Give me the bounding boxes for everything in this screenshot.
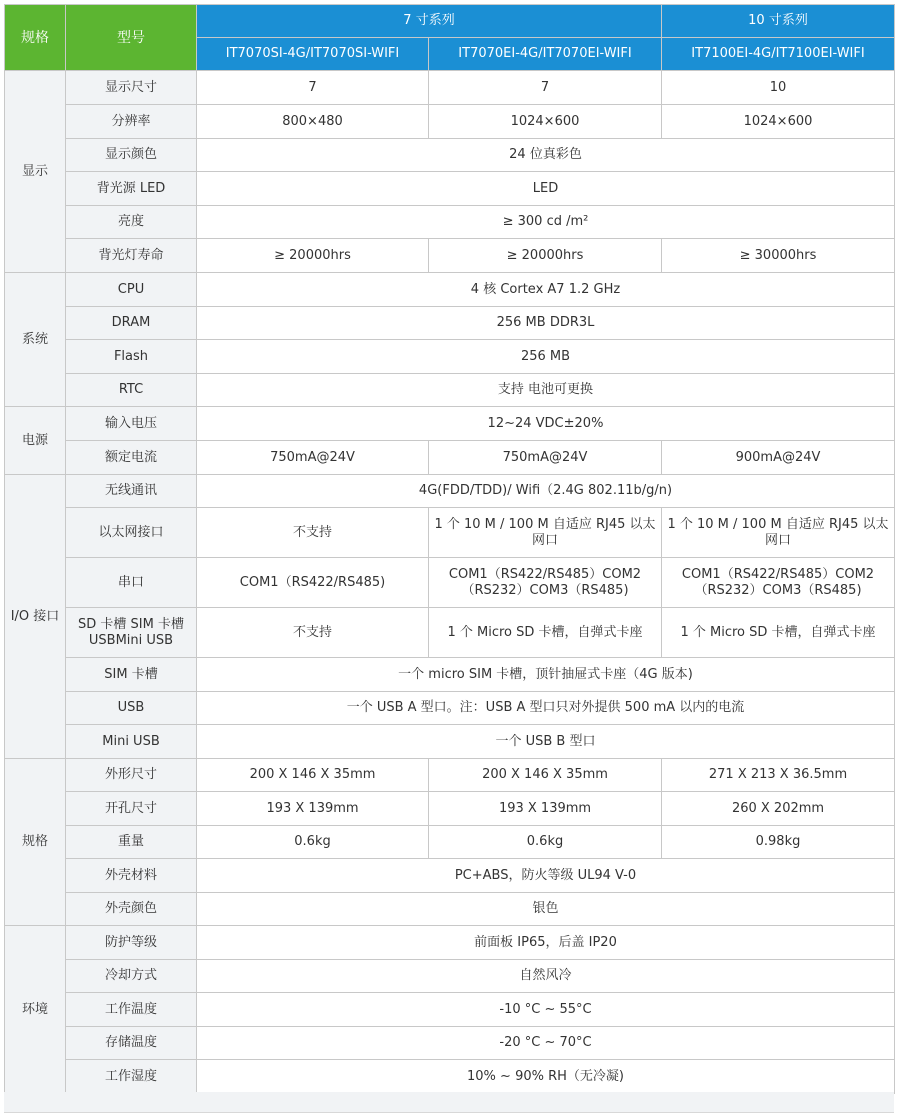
cell-value: 1 个 Micro SD 卡槽，自弹式卡座 xyxy=(429,608,662,658)
spec-table xyxy=(4,4,895,1094)
row-label: 存储温度 xyxy=(66,1027,197,1060)
cell-value: PC+ABS，防火等级 UL94 V-0 xyxy=(197,859,895,893)
cell-value: 193 X 139mm xyxy=(197,792,429,826)
table-row xyxy=(5,893,895,926)
cell-value: 200 X 146 X 35mm xyxy=(429,759,662,792)
row-label: 亮度 xyxy=(66,206,197,239)
row-label: 工作温度 xyxy=(66,993,197,1027)
row-label: 工作湿度 xyxy=(66,1060,197,1094)
row-label: 输入电压 xyxy=(66,407,197,441)
row-label: 外壳颜色 xyxy=(66,893,197,926)
row-label: 防护等级 xyxy=(66,926,197,960)
cell-value: 800×480 xyxy=(197,105,429,139)
table-row xyxy=(5,307,895,340)
table-row xyxy=(5,725,895,759)
row-label: 外形尺寸 xyxy=(66,759,197,792)
row-label: DRAM xyxy=(66,307,197,340)
row-label: 显示尺寸 xyxy=(66,71,197,105)
cell-value: 银色 xyxy=(197,893,895,926)
row-label: SIM 卡槽 xyxy=(66,658,197,692)
cell-value: COM1（RS422/RS485）COM2（RS232）COM3（RS485) xyxy=(662,558,895,608)
cell-value: 750mA@24V xyxy=(197,441,429,475)
header-spec: 规格 xyxy=(5,5,66,71)
row-label: 背光灯寿命 xyxy=(66,239,197,273)
header-model: 型号 xyxy=(66,5,197,71)
cell-value: 10% ~ 90% RH（无冷凝) xyxy=(197,1060,895,1094)
table-row xyxy=(5,374,895,407)
table-row xyxy=(5,1060,895,1094)
cell-value: 一个 USB A 型口。注：USB A 型口只对外提供 500 mA 以内的电流 xyxy=(197,692,895,725)
category-env: 环境 xyxy=(5,926,66,1094)
cell-value: 1024×600 xyxy=(662,105,895,139)
header-series-7: 7 寸系列 xyxy=(197,5,662,38)
cell-value: 支持 电池可更换 xyxy=(197,374,895,407)
cell-value: -20 °C ~ 70°C xyxy=(197,1027,895,1060)
row-label: 显示颜色 xyxy=(66,139,197,172)
cell-value: 0.98kg xyxy=(662,826,895,859)
category-spec: 规格 xyxy=(5,759,66,926)
cell-value: 256 MB xyxy=(197,340,895,374)
cell-value: 193 X 139mm xyxy=(429,792,662,826)
cell-value: 7 xyxy=(197,71,429,105)
table-row xyxy=(5,692,895,725)
header-model-2: IT7070EI-4G/IT7070EI-WIFI xyxy=(429,38,662,71)
table-row xyxy=(5,105,895,139)
cell-value: 271 X 213 X 36.5mm xyxy=(662,759,895,792)
cell-value: COM1（RS422/RS485) xyxy=(197,558,429,608)
row-label: CPU xyxy=(66,273,197,307)
cell-value: COM1（RS422/RS485）COM2（RS232）COM3（RS485) xyxy=(429,558,662,608)
category-power: 电源 xyxy=(5,407,66,475)
cell-value: 900mA@24V xyxy=(662,441,895,475)
table-row xyxy=(5,407,895,441)
row-label: 以太网接口 xyxy=(66,508,197,558)
table-row xyxy=(5,441,895,475)
table-row xyxy=(5,340,895,374)
table-row xyxy=(5,239,895,273)
table-row xyxy=(5,508,895,558)
row-label: RTC xyxy=(66,374,197,407)
cell-value: 4 核 Cortex A7 1.2 GHz xyxy=(197,273,895,307)
table-row xyxy=(5,206,895,239)
header-row-1 xyxy=(5,5,895,38)
table-row xyxy=(5,960,895,993)
table-row xyxy=(5,993,895,1027)
table-row xyxy=(5,475,895,508)
cell-value: 前面板 IP65，后盖 IP20 xyxy=(197,926,895,960)
table-row xyxy=(5,658,895,692)
row-label: Mini USB xyxy=(66,725,197,759)
row-label: SD 卡槽 SIM 卡槽 USBMini USB xyxy=(66,608,197,658)
footer-band xyxy=(4,1092,894,1113)
row-label: 额定电流 xyxy=(66,441,197,475)
row-label: 外壳材料 xyxy=(66,859,197,893)
cell-value: 10 xyxy=(662,71,895,105)
row-label: USB xyxy=(66,692,197,725)
row-label: Flash xyxy=(66,340,197,374)
cell-value: 1024×600 xyxy=(429,105,662,139)
cell-value: 一个 USB B 型口 xyxy=(197,725,895,759)
row-label: 开孔尺寸 xyxy=(66,792,197,826)
table-row xyxy=(5,792,895,826)
cell-value: 一个 micro SIM 卡槽，顶针抽屉式卡座（4G 版本) xyxy=(197,658,895,692)
table-row xyxy=(5,139,895,172)
row-label: 冷却方式 xyxy=(66,960,197,993)
table-row xyxy=(5,1027,895,1060)
header-model-3: IT7100EI-4G/IT7100EI-WIFI xyxy=(662,38,895,71)
cell-value: 0.6kg xyxy=(197,826,429,859)
row-label: 无线通讯 xyxy=(66,475,197,508)
row-label: 背光源 LED xyxy=(66,172,197,206)
cell-value: 260 X 202mm xyxy=(662,792,895,826)
cell-value: ≥ 20000hrs xyxy=(197,239,429,273)
table-row xyxy=(5,926,895,960)
cell-value: LED xyxy=(197,172,895,206)
row-label: 串口 xyxy=(66,558,197,608)
cell-value: 1 个 10 M / 100 M 自适应 RJ45 以太网口 xyxy=(429,508,662,558)
cell-value: ≥ 300 cd /m² xyxy=(197,206,895,239)
cell-value: 256 MB DDR3L xyxy=(197,307,895,340)
table-row xyxy=(5,558,895,608)
cell-value: 4G(FDD/TDD)/ Wifi（2.4G 802.11b/g/n) xyxy=(197,475,895,508)
table-row xyxy=(5,759,895,792)
category-system: 系统 xyxy=(5,273,66,407)
cell-value: -10 °C ~ 55°C xyxy=(197,993,895,1027)
cell-value: 12~24 VDC±20% xyxy=(197,407,895,441)
header-series-10: 10 寸系列 xyxy=(662,5,895,38)
row-label: 重量 xyxy=(66,826,197,859)
cell-value: 200 X 146 X 35mm xyxy=(197,759,429,792)
table-row xyxy=(5,608,895,658)
cell-value: 不支持 xyxy=(197,608,429,658)
cell-value: 7 xyxy=(429,71,662,105)
category-io: I/O 接口 xyxy=(5,475,66,759)
cell-value: ≥ 20000hrs xyxy=(429,239,662,273)
cell-value: ≥ 30000hrs xyxy=(662,239,895,273)
cell-value: 不支持 xyxy=(197,508,429,558)
table-row xyxy=(5,172,895,206)
cell-value: 750mA@24V xyxy=(429,441,662,475)
cell-value: 自然风冷 xyxy=(197,960,895,993)
row-label: 分辨率 xyxy=(66,105,197,139)
category-display: 显示 xyxy=(5,71,66,273)
cell-value: 24 位真彩色 xyxy=(197,139,895,172)
cell-value: 1 个 Micro SD 卡槽，自弹式卡座 xyxy=(662,608,895,658)
table-row xyxy=(5,273,895,307)
table-row xyxy=(5,859,895,893)
cell-value: 0.6kg xyxy=(429,826,662,859)
table-row xyxy=(5,71,895,105)
table-row xyxy=(5,826,895,859)
header-model-1: IT7070SI-4G/IT7070SI-WIFI xyxy=(197,38,429,71)
cell-value: 1 个 10 M / 100 M 自适应 RJ45 以太网口 xyxy=(662,508,895,558)
